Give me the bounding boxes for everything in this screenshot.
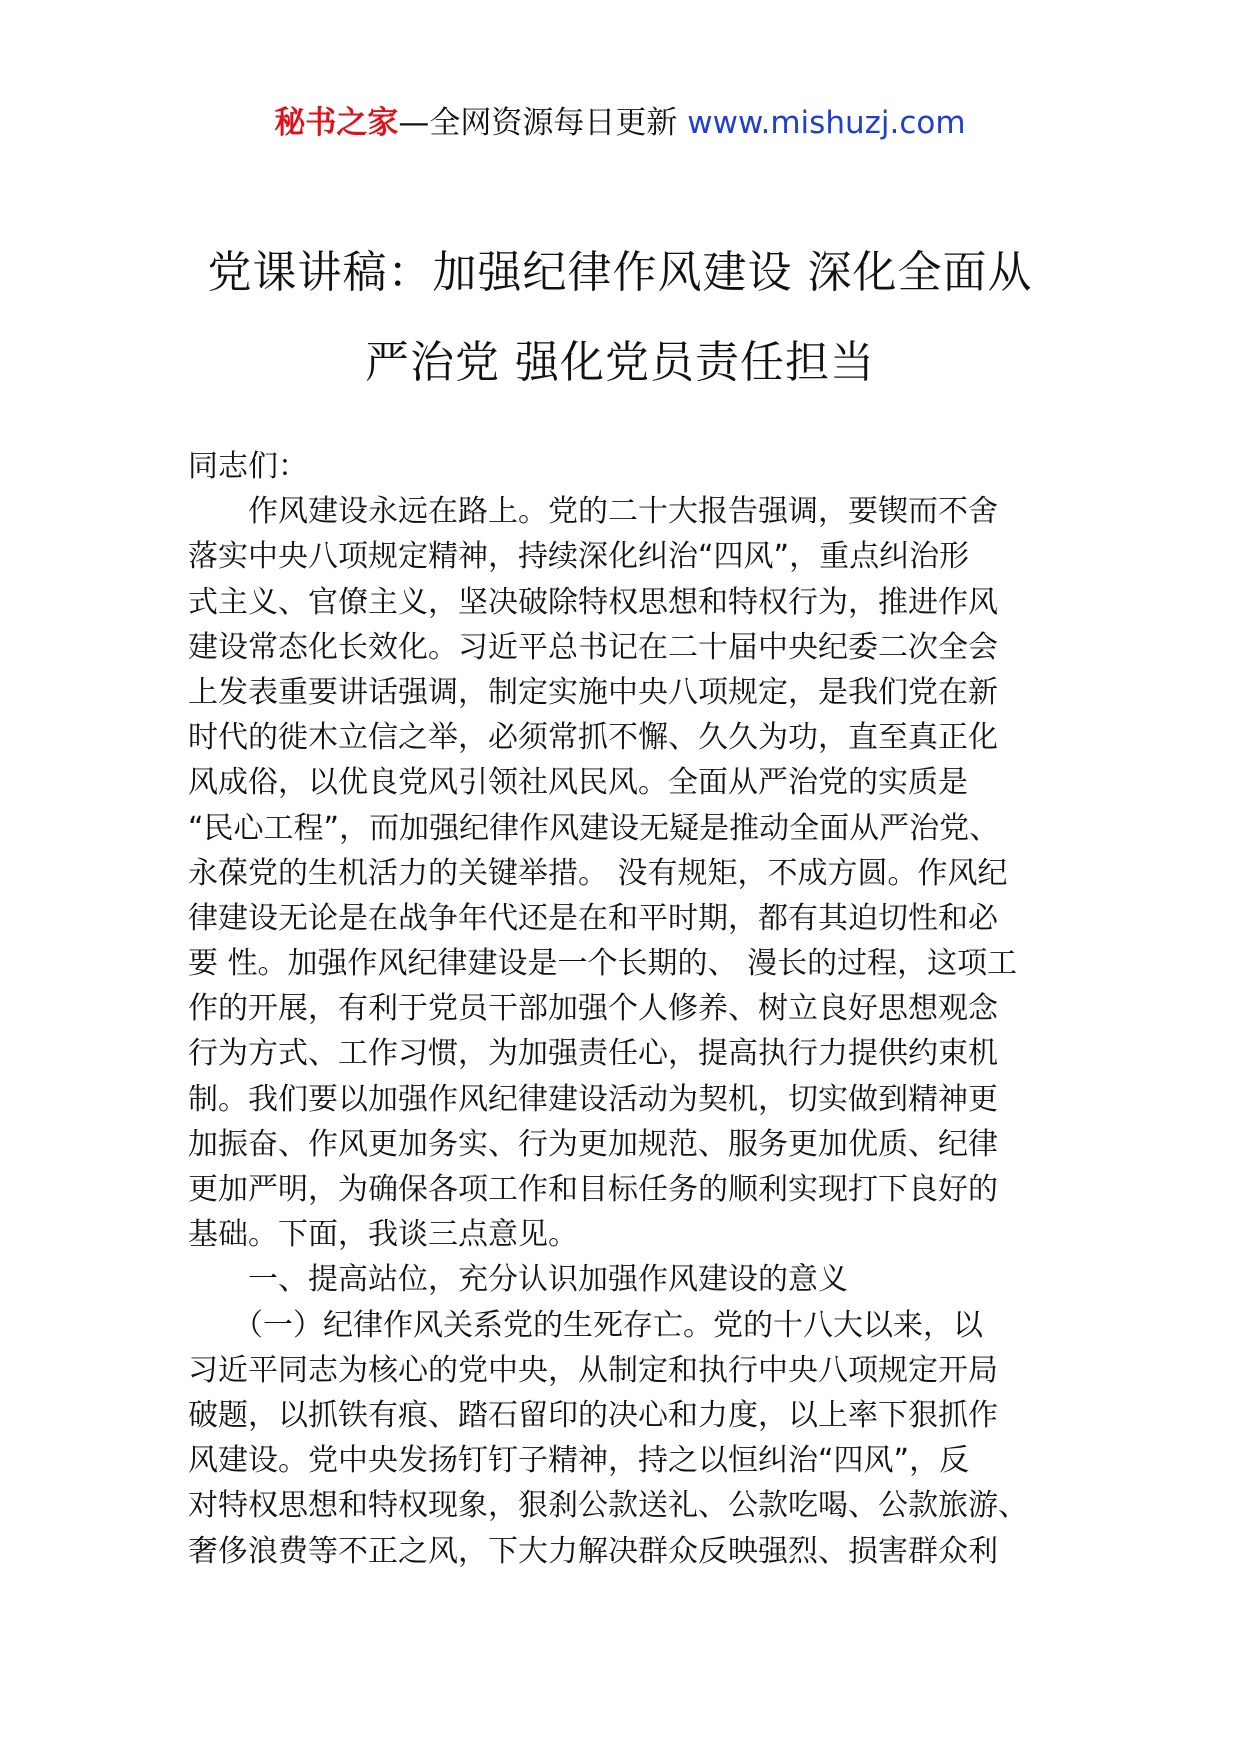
body-line: 行为方式、工作习惯，为加强责任心，提高执行力提供约束机: [188, 1036, 998, 1072]
document-body: [188, 444, 1068, 1574]
body-line: 加振奋、作风更加务实、行为更加规范、服务更加优质、纪律: [188, 1126, 998, 1162]
site-brand: 秘书之家: [274, 105, 399, 141]
body-line: 式主义、官僚主义，坚决破除特权思想和特权行为，推进作风: [188, 584, 998, 620]
body-line: 落实中央八项规定精神，持续深化纠治“四风”，重点纠治形: [188, 539, 970, 575]
body-line: （一）纪律作风关系党的生死存亡。党的十八大以来，以: [188, 1307, 983, 1343]
body-line: 基础。下面，我谈三点意见。: [188, 1217, 578, 1253]
body-line: 习近平同志为核心的党中央，从制定和执行中央八项规定开局: [188, 1352, 998, 1388]
title-line-1: 党课讲稿：加强纪律作风建设 深化全面从: [207, 247, 1033, 298]
body-line: 制。我们要以加强作风纪律建设活动为契机，切实做到精神更: [188, 1081, 998, 1117]
body-line: 作的开展，有利于党员干部加强个人修养、树立良好思想观念: [188, 991, 998, 1027]
body-line: 风成俗，以优良党风引领社风民风。全面从严治党的实质是: [188, 765, 968, 801]
title-line-2: 严治党 强化党员责任担当: [365, 337, 875, 388]
body-line: 作风建设永远在路上。党的二十大报告强调，要锲而不舍: [188, 494, 998, 530]
site-header: [0, 100, 1240, 146]
body-line: “民心工程”，而加强纪律作风建设无疑是推动全面从严治党、: [188, 810, 1000, 846]
body-line: 建设常态化长效化。习近平总书记在二十届中央纪委二次全会: [188, 629, 998, 665]
body-line: 时代的徙木立信之举，必须常抓不懈、久久为功，直至真正化: [188, 720, 998, 756]
body-line: 更加严明，为确保各项工作和目标任务的顺利实现打下良好的: [188, 1172, 998, 1207]
body-line: 奢侈浪费等不正之风，下大力解决群众反映强烈、损害群众利: [188, 1533, 998, 1569]
body-line: 律建设无论是在战争年代还是在和平时期，都有其迫切性和必: [188, 900, 998, 936]
body-line: 风建设。党中央发扬钉钉子精神，持之以恒纠治“四风”，反: [188, 1443, 970, 1479]
body-line: 同志们：: [188, 449, 308, 484]
section-heading: 一、提高站位，充分认识加强作风建设的意义: [188, 1262, 848, 1298]
body-line: 破题，以抓铁有痕、踏石留印的决心和力度，以上率下狠抓作: [188, 1397, 998, 1433]
body-line: 上发表重要讲话强调，制定实施中央八项规定，是我们党在新: [188, 674, 998, 710]
body-line: 要 性。加强作风纪律建设是一个长期的、 漫长的过程，这项工: [188, 946, 1018, 982]
body-line: 对特权思想和特权现象，狠刹公款送礼、公款吃喝、公款旅游、: [188, 1488, 1028, 1524]
document-title: [150, 228, 1090, 408]
site-url-link[interactable]: www.mishuzj.com: [687, 105, 966, 141]
body-line: 永葆党的生机活力的关键举措。 没有规矩，不成方圆。作风纪: [188, 855, 1008, 891]
site-slogan: —全网资源每日更新: [398, 105, 678, 141]
